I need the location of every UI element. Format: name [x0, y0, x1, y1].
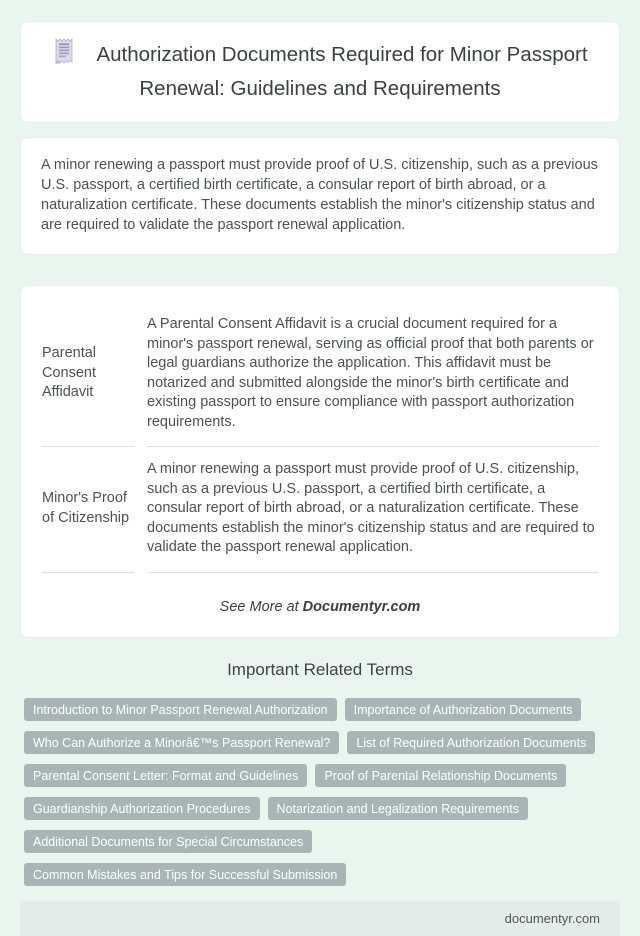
description-cell: A minor renewing a passport must provide proof of U.S. citizenship, such as a previous U.S. passport, a certified birth certificate, a consular report of birth abroad, or a naturalization certificate. These documents establish the minor's citizenship status and are required to validate the passport renewal application. [147, 447, 598, 573]
table-row [42, 302, 598, 447]
receipt-icon [52, 38, 76, 74]
related-term-tag[interactable]: Who Can Authorize a Minorâ€™s Passport Renewal? [24, 731, 339, 754]
related-terms-tags [24, 698, 620, 886]
related-term-tag[interactable]: Guardianship Authorization Procedures [24, 797, 260, 820]
page-title [47, 38, 593, 104]
related-term-tag[interactable]: List of Required Authorization Documents [347, 731, 595, 754]
table-row [42, 447, 598, 573]
details-card [20, 285, 620, 638]
details-table [29, 302, 611, 573]
intro-text: A minor renewing a passport must provide proof of U.S. citizenship, such as a previous U.S. passport, a certified birth certificate, a consular report of birth abroad, or a naturalization certificate. These documents establish the minor's citizenship status and are required to validate the passport renewal application. [41, 157, 598, 233]
related-terms-heading: Important Related Terms [227, 659, 413, 679]
page-title-text: Authorization Documents Required for Minor Passport Renewal: Guidelines and Requirements [96, 43, 588, 100]
term-cell: Parental Consent Affidavit [42, 302, 134, 447]
related-term-tag[interactable]: Notarization and Legalization Requirements [268, 797, 529, 820]
see-more-prefix: See More at [219, 598, 303, 615]
related-term-tag[interactable]: Parental Consent Letter: Format and Guidelines [24, 764, 307, 787]
related-term-tag[interactable]: Introduction to Minor Passport Renewal Authorization [24, 698, 337, 721]
see-more-line [29, 599, 611, 615]
related-term-tag[interactable]: Additional Documents for Special Circumstances [24, 830, 312, 853]
related-term-tag[interactable]: Importance of Authorization Documents [345, 698, 582, 721]
footer-site-label: documentyr.com [504, 910, 600, 926]
footer-bar [20, 901, 620, 936]
intro-card [20, 137, 620, 255]
description-cell: A Parental Consent Affidavit is a crucial document required for a minor's passport renewal, serving as official proof that both parents or legal guardians authorize the application. This affidavit must be notarized and submitted alongside the minor's birth certificate and existing passport to ensure compliance with passport authorization requirements. [147, 302, 598, 447]
term-cell: Minor's Proof of Citizenship [42, 447, 134, 573]
related-term-tag[interactable]: Proof of Parental Relationship Documents [315, 764, 566, 787]
related-term-tag[interactable]: Common Mistakes and Tips for Successful Submission [24, 863, 346, 886]
see-more-site-link[interactable]: Documentyr.com [302, 598, 421, 615]
header-card [20, 21, 620, 123]
